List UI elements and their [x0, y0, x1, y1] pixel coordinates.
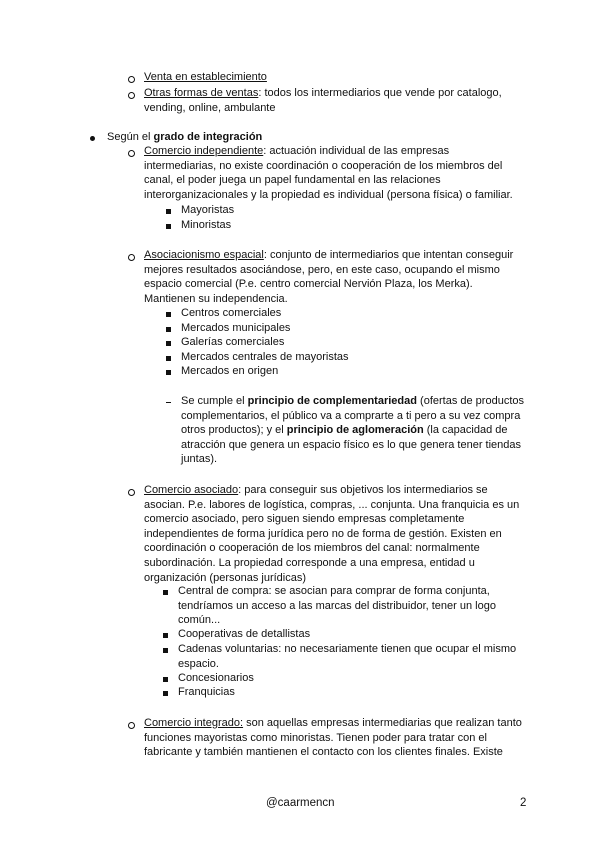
espacial-note — [181, 394, 524, 467]
independiente-text-2: intermediarias, no existe coordinación o cooperación de los miembros del — [144, 159, 503, 172]
integrado-item — [144, 716, 522, 760]
venta-item — [144, 70, 267, 85]
author-handle: @caarmencn — [266, 797, 335, 809]
hollow-bullet-icon — [128, 92, 135, 99]
note-text-2: (ofertas de productos — [416, 395, 524, 407]
note-text-5: (la capacidad de — [423, 424, 508, 437]
venta-label: Venta en establecimiento — [144, 71, 267, 83]
asociado-item — [144, 483, 519, 585]
list-item — [178, 642, 516, 671]
cadenas-text: Cadenas voluntarias: no necesariamente tienen que ocupar el mismo — [178, 643, 517, 655]
espacial-item — [144, 248, 513, 306]
list-item: Mercados en origen — [181, 365, 279, 377]
espacial-text-2: mejores resultados asociándose, pero, en este caso, ocupando el mismo — [144, 263, 500, 276]
square-bullet-icon — [163, 633, 168, 638]
dash-bullet-icon — [166, 402, 171, 403]
integracion-pre: Según el — [107, 131, 154, 143]
square-bullet-icon — [166, 327, 171, 332]
principio-complementariedad: principio de complementariedad — [247, 395, 417, 407]
integracion-heading — [107, 130, 262, 145]
square-bullet-icon — [166, 209, 171, 214]
square-bullet-icon — [166, 341, 171, 346]
note-text-7: juntas). — [181, 453, 218, 466]
independiente-item — [144, 144, 513, 202]
asociado-label: Comercio asociado — [144, 484, 239, 496]
dot-bullet-icon — [90, 136, 95, 141]
integrado-text: son aquellas empresas intermediarias que realizan tanto — [243, 717, 522, 729]
asociado-text-7: organización (personas jurídicas) — [144, 571, 307, 584]
list-item: Mayoristas — [181, 204, 235, 216]
list-item: Centros comerciales — [181, 307, 282, 319]
integrado-label: Comercio integrado: — [144, 717, 244, 729]
independiente-label: Comercio independiente — [144, 145, 264, 157]
note-text-4: otros productos); y el — [181, 424, 287, 437]
square-bullet-icon — [166, 370, 171, 375]
page-number: 2 — [520, 797, 527, 809]
cadenas-text-2: espacio. — [178, 657, 219, 670]
independiente-text: : actuación individual de las empresas — [263, 145, 450, 157]
otras-item — [144, 86, 502, 115]
hollow-bullet-icon — [128, 489, 135, 496]
hollow-bullet-icon — [128, 150, 135, 157]
list-item — [178, 584, 496, 628]
central-compra-text: Central de compra: se asocian para comprar de forma conjunta, — [178, 585, 490, 597]
principio-aglomeracion: principio de aglomeración — [286, 424, 424, 437]
independiente-text-3: canal, el poder juega un papel fundamental en las relaciones — [144, 174, 441, 187]
note-text: Se cumple el — [181, 395, 248, 407]
square-bullet-icon — [163, 677, 168, 682]
integracion-bold: grado de integración — [153, 131, 263, 143]
independiente-text-4: interorganizacionales y la propiedad es individual (persona física) o familiar. — [144, 188, 513, 201]
square-bullet-icon — [163, 590, 168, 595]
asociado-text-6: subordinación. La propiedad corresponde a una empresa, entidad u — [144, 556, 475, 569]
list-item: Franquicias — [178, 686, 235, 698]
espacial-text-3: espacio comercial (P.e. centro comercial Nervión Plaza, los Merka). — [144, 278, 473, 291]
list-item: Minoristas — [181, 219, 232, 231]
otras-text: : todos los intermediarios que vende por catalogo, — [258, 87, 502, 99]
integrado-text-2: funciones mayoristas como minoristas. Tienen poder para tratar con el — [144, 731, 487, 744]
central-compra-text-2: tendríamos un acceso a las marcas del distribuidor, tener un logo — [178, 599, 496, 612]
espacial-text-4: Mantienen su independencia. — [144, 292, 288, 305]
hollow-bullet-icon — [128, 254, 135, 261]
square-bullet-icon — [166, 224, 171, 229]
list-item: Mercados municipales — [181, 322, 291, 334]
note-text-6: atracción que genera un espacio físico es lo que genera tener tiendas — [181, 438, 522, 451]
asociado-text-2: asocian. P.e. labores de logística, compras, ... conjunta. Una franquicia es un — [144, 498, 520, 511]
asociado-text-3: comercio asociado, pero siguen siendo empresas completamente — [144, 513, 465, 526]
list-item: Cooperativas de detallistas — [178, 628, 311, 640]
otras-text-2: vending, online, ambulante — [144, 101, 276, 114]
square-bullet-icon — [166, 312, 171, 317]
integrado-text-3: fabricante y también mantienen el contacto con los clientes finales. Existe — [144, 746, 503, 759]
asociado-text-5: coordinación o cooperación de los miembros del canal: normalmente — [144, 542, 480, 555]
square-bullet-icon — [163, 648, 168, 653]
note-text-3: complementarios, el público va a comprarte a ti pero a su vez compra — [181, 409, 521, 422]
espacial-text: : conjunto de intermediarios que intentan conseguir — [263, 249, 514, 261]
central-compra-text-3: común... — [178, 614, 221, 627]
asociado-text-4: independientes de forma jurídica pero no de forma de gestión. Existen en — [144, 527, 502, 540]
list-item: Galerías comerciales — [181, 336, 285, 348]
list-item: Mercados centrales de mayoristas — [181, 351, 349, 363]
asociado-text: : para conseguir sus objetivos los intermediarios se — [238, 484, 488, 496]
hollow-bullet-icon — [128, 76, 135, 83]
list-item: Concesionarios — [178, 672, 254, 684]
hollow-bullet-icon — [128, 722, 135, 729]
otras-label: Otras formas de ventas — [144, 87, 259, 99]
square-bullet-icon — [163, 691, 168, 696]
square-bullet-icon — [166, 356, 171, 361]
espacial-label: Asociacionismo espacial — [144, 249, 264, 261]
